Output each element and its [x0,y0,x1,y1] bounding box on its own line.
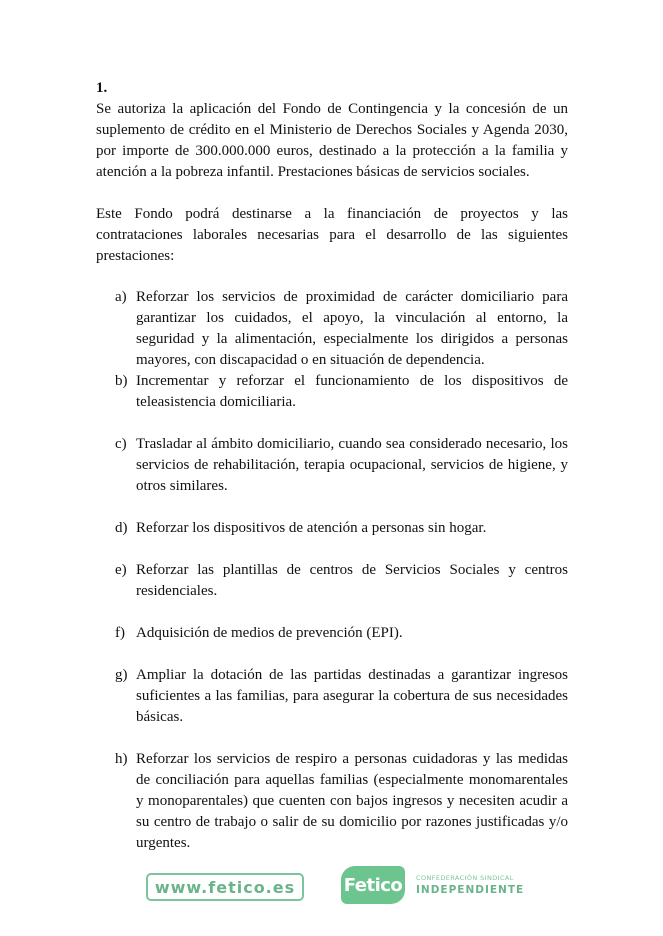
page-footer [0,864,663,914]
confederation-line1: CONFEDERACIÓN SINDICAL [416,874,514,882]
list-item [96,560,568,602]
list-item-text: Trasladar al ámbito domiciliario, cuando sea considerado necesario, los servicios de rehabilitación, terapia ocupacional, servicios de higiene, y otros similares. [136,436,568,494]
list-item-text: Ampliar la dotación de las partidas destinadas a garantizar ingresos suficientes a las familias, para asegurar la cobertura de sus necesidades básicas. [136,667,568,725]
list-item-marker: g) [115,667,128,683]
list-item-text: Incrementar y reforzar el funcionamiento de los dispositivos de teleasistencia domiciliaria. [136,373,568,410]
list-item-text: Reforzar las plantillas de centros de Servicios Sociales y centros residenciales. [136,562,568,599]
list-item [96,287,568,371]
confederation-line2: INDEPENDIENTE [416,884,525,896]
funding-paragraph: Este Fondo podrá destinarse a la financiación de proyectos y las contrataciones laborales necesarias para el desarrollo de las siguientes prestaciones: [96,206,568,264]
list-item [96,518,568,539]
fetico-logo: Fetico [341,866,405,904]
list-item-marker: b) [115,373,128,389]
list-item-marker: e) [115,562,127,578]
list-item-marker: a) [115,289,127,305]
list-item-marker: d) [115,520,128,536]
list-item [96,371,568,413]
confederation-label [416,874,526,897]
section-number: 1. [96,80,108,96]
website-link[interactable]: www.fetico.es [146,873,304,901]
list-item-marker: h) [115,751,128,767]
list-item [96,434,568,497]
intro-paragraph: Se autoriza la aplicación del Fondo de Contingencia y la concesión de un suplemento de crédito en el Ministerio de Derechos Sociales y Agenda 2030, por importe de 300.000.000 euros, destinado a la protección a la familia y atención a la pobreza infantil. Prestaciones básicas de servicios sociales. [96,101,568,180]
list-item-text: Adquisición de medios de prevención (EPI). [136,625,403,641]
list-item-text: Reforzar los servicios de proximidad de carácter domiciliario para garantizar los cuidados, el apoyo, la vinculación al entorno, la seguridad y la alimentación, especialmente los dirigidos a personas mayores, con discapacidad o en situación de dependencia. [136,289,568,368]
benefits-list [96,287,568,854]
list-item [96,623,568,644]
document-body [96,78,568,854]
list-item-text: Reforzar los servicios de respiro a personas cuidadoras y las medidas de conciliación para aquellas familias (especialmente monomarentales y monoparentales) que cuenten con bajos ingresos y necesiten acudir a su centro de trabajo o salir de su domicilio por razones justificadas y/o urgentes. [136,751,568,851]
list-item-text: Reforzar los dispositivos de atención a personas sin hogar. [136,520,487,536]
list-item [96,749,568,854]
list-item-marker: c) [115,436,127,452]
list-item-marker: f) [115,625,125,641]
list-item [96,665,568,728]
